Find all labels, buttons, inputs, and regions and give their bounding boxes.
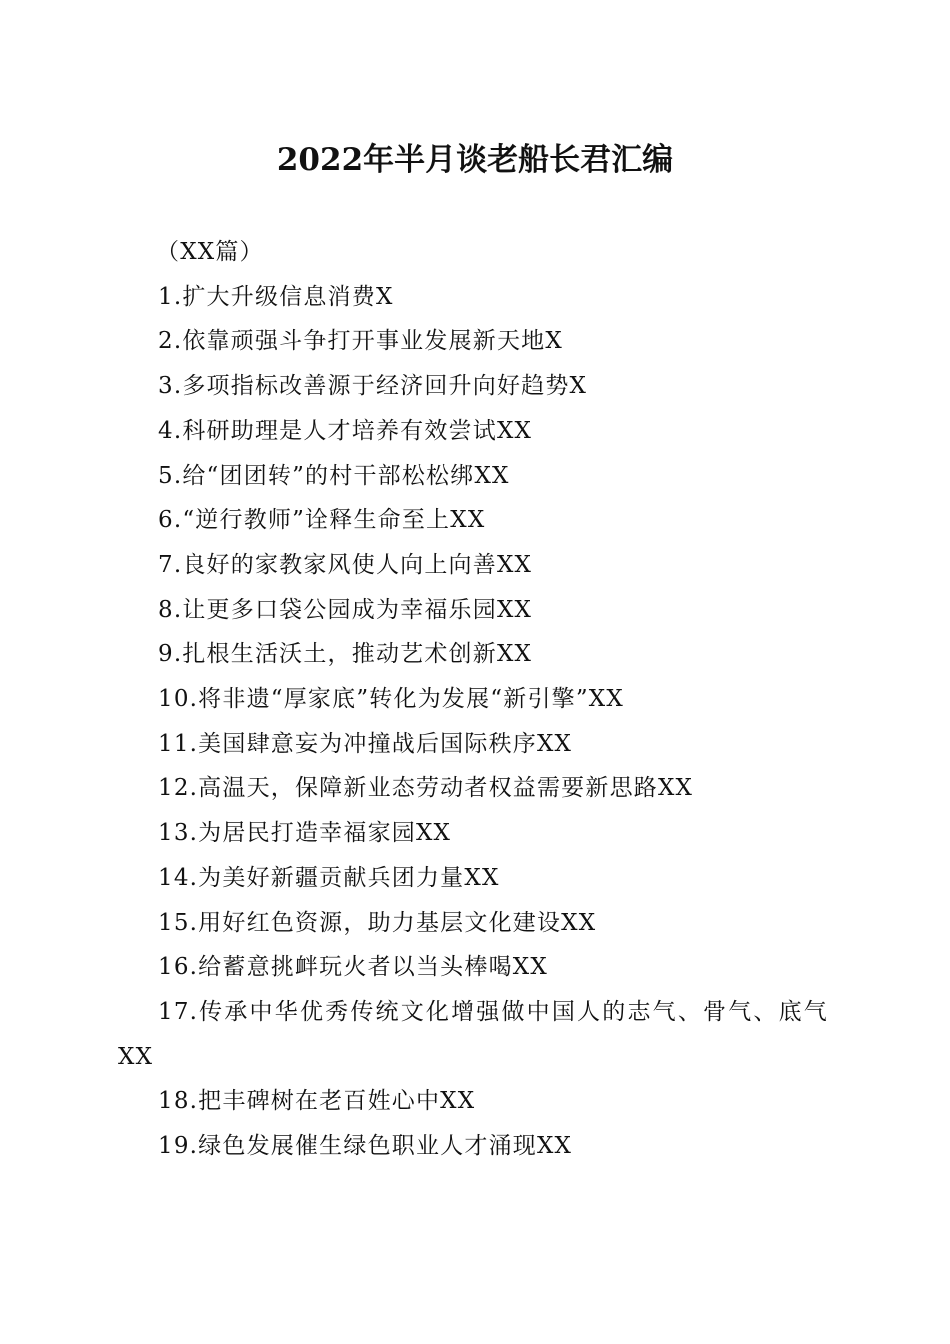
list-item: 10.将非遗“厚家底”转化为发展“新引擎”XX: [158, 686, 624, 713]
list-item: 19.绿色发展催生绿色职业人才涌现XX: [158, 1133, 573, 1160]
list-item: 4.科研助理是人才培养有效尝试XX: [158, 417, 533, 444]
list-item: 3.多项指标改善源于经济回升向好趋势X: [158, 373, 588, 400]
list-item: 2.依靠顽强斗争打开事业发展新天地X: [158, 328, 563, 355]
list-item: 18.把丰碑树在老百姓心中XX: [158, 1088, 476, 1115]
list-item: 14.为美好新疆贡献兵团力量XX: [158, 864, 500, 891]
list-item: 7.良好的家教家风使人向上向善XX: [158, 551, 533, 578]
list-item: 5.给“团团转”的村干部松松绑XX: [158, 462, 510, 489]
section-label: （XX篇）: [156, 239, 264, 265]
list-item: 16.给蓄意挑衅玩火者以当头棒喝XX: [158, 954, 548, 981]
document-title: 2022年半月谈老船长君汇编: [276, 142, 674, 178]
list-item: 6.“逆行教师”诠释生命至上XX: [158, 507, 486, 534]
list-item: 15.用好红色资源，助力基层文化建设XX: [158, 909, 597, 936]
list-item: 13.为居民打造幸福家园XX: [158, 820, 452, 847]
list-item: 9.扎根生活沃土，推动艺术创新XX: [158, 641, 533, 668]
list-item: 17.传承中华优秀传统文化增强做中国人的志气、骨气、底气XX: [118, 998, 828, 1070]
table-of-contents: [118, 230, 828, 1169]
list-item: 11.美国肆意妄为冲撞战后国际秩序XX: [158, 730, 573, 757]
list-item: 1.扩大升级信息消费X: [158, 283, 394, 310]
list-item: 12.高温天，保障新业态劳动者权益需要新思路XX: [158, 775, 694, 802]
list-item: 8.让更多口袋公园成为幸福乐园XX: [158, 596, 533, 623]
